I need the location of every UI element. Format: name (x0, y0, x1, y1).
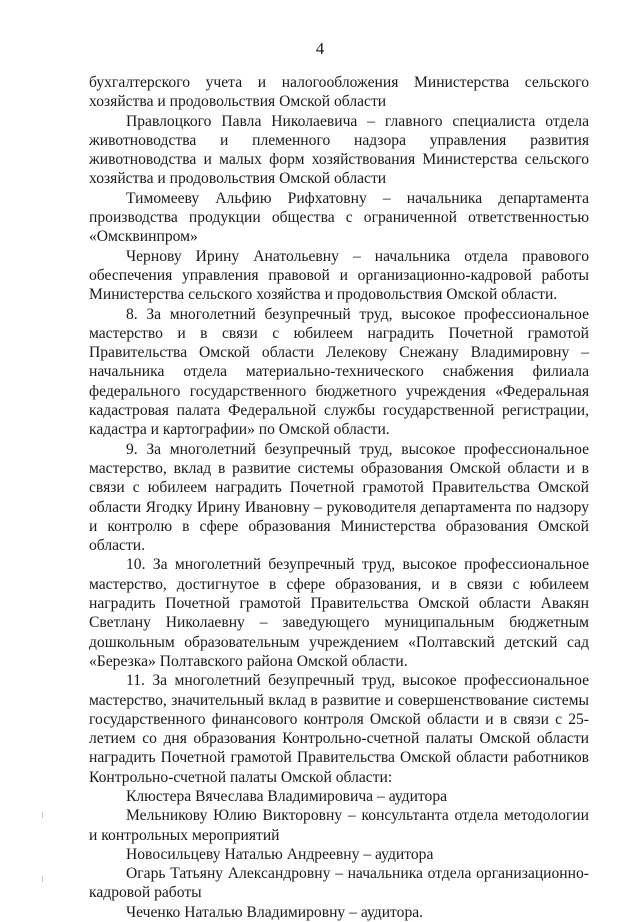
margin-mark (42, 876, 43, 882)
paragraph-novosiltseva: Новосильцеву Наталью Андреевну – аудитора (126, 845, 434, 863)
paragraph-item-9: 9. За многолетний безупречный труд, высокое профессиональное мастерство, вклад в развитие системы образования Омской области и в связи с юбилеем наградить Почетной грамотой Правительства Омской области Ягодку Ирину Ивановну – руководителя департамента по надзору и контролю в сфере образования Министерства образования Омской области. (89, 440, 589, 555)
paragraph-klyuster: Клюстера Вячеслава Владимировича – аудитора (126, 787, 448, 805)
paragraph-melnikova: Мельникову Юлию Викторовну – консультанта отдела методологии и контрольных мероприятий (89, 807, 589, 844)
paragraph-timomeeva: Тимомееву Альфию Рифхатовну – начальника департамента производства продукции общества с ограниченной ответственностью «Омсквинпром» (89, 189, 589, 246)
page-number: 4 (315, 39, 325, 58)
paragraph-item-11: 11. За многолетний безупречный труд, высокое профессиональное мастерство, значительный вклад в развитие и совершенствование системы государственного финансового контроля Омской области и в связи с 25-летием со дня образования Контрольно-счетной палаты Омской области наградить Почетной грамотой Правительства Омской области работников Контрольно-счетной палаты Омской области: (89, 672, 589, 786)
paragraph-chernova: Чернову Ирину Анатольевну – начальника отдела правового обеспечения управления правовой и организационно-кадровой работы Министерства сельского хозяйства и продовольствия Омской области. (89, 247, 589, 304)
paragraph-pravlotsky: Правлоцкого Павла Николаевича – главного специалиста отдела животноводства и племенного надзора управления развития животноводства и малых форм хозяйствования Министерства сельского хозяйства и продовольствия Омской области (89, 112, 589, 188)
paragraph-continuation: бухгалтерского учета и налогообложения Министерства сельского хозяйства и продовольствия Омской области (89, 74, 589, 111)
paragraph-ogar: Огарь Татьяну Александровну – начальника отдела организационно-кадровой работы (89, 865, 589, 902)
paragraph-item-8: 8. За многолетний безупречный труд, высокое профессиональное мастерство и в связи с юбилеем наградить Почетной грамотой Правительства Омской области Лелекову Снежану Владимировну – начальника отдела материально-технического снабжения филиала федерального государственного бюджетного учреждения «Федеральная кадастровая палата Федеральной службы государственной регистрации, кадастра и картографии» по Омской области. (89, 305, 589, 439)
paragraph-chechenko: Чеченко Наталью Владимировну – аудитора. (126, 903, 424, 921)
paragraph-item-10: 10. За многолетний безупречный труд, высокое профессиональное мастерство, достигнутое в сфере образования, и в связи с юбилеем наградить Почетной грамотой Правительства Омской области Авакян Светлану Николаевну – заведующего муниципальным бюджетным дошкольным образовательным учреждением «Полтавский детский сад «Березка» Полтавского района Омской области. (89, 556, 589, 670)
margin-mark (42, 812, 43, 818)
document-body (89, 73, 589, 922)
